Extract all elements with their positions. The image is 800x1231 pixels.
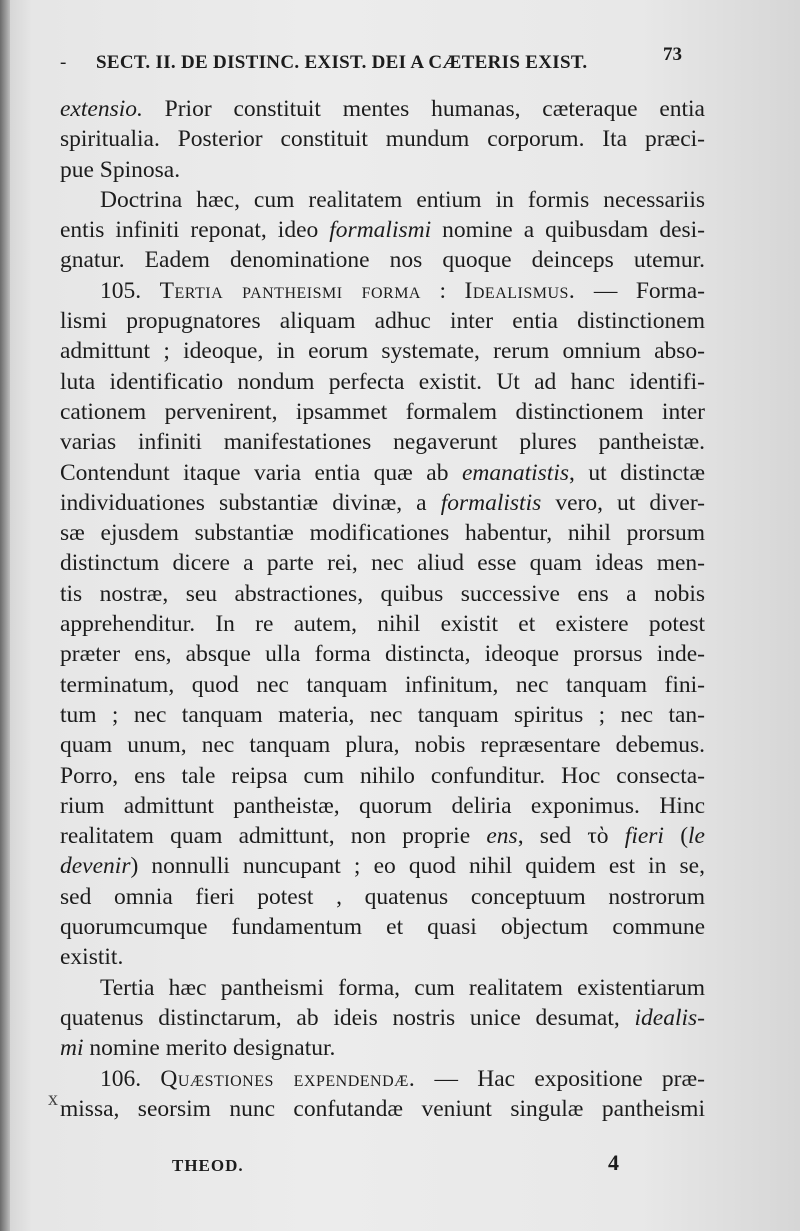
small-caps-text: Tertia pantheismi forma [159,277,421,304]
text-segment: sed omnia fieri potest , quatenus conceptuum nostrorum [60,883,705,910]
text-segment: entis infiniti reponat, ideo [60,217,330,244]
text-line [60,609,705,639]
text-line [60,1064,705,1094]
text-segment: existit. [60,944,124,971]
text-segment: ( [663,823,689,850]
text-segment: sæ ejusdem substantiæ modificationes habentur, nihil prorsum [60,520,705,547]
text-line [60,942,705,972]
text-line [60,245,705,275]
page-footer [0,1150,800,1190]
text-line [60,215,705,245]
italic-text: extensio. [60,96,143,122]
text-line [60,761,705,791]
text-segment: distinctum dicere a parte rei, nec aliud esse quam ideas men- [60,550,705,577]
text-line [60,821,705,851]
running-head: SECT. II. DE DISTINC. EXIST. DEI A CÆTERIS EXIST. [96,52,588,73]
text-segment: vero, ut diver- [541,489,705,516]
text-segment: quam unum, nec tanquam plura, nobis repræsentare debemus. [60,732,705,759]
text-segment: terminatum, quod nec tanquam infinitum, nec tanquam fini- [60,671,705,698]
text-segment: Tertia hæc pantheismi forma, cum realitatem existentiarum [100,974,705,1001]
italic-text: devenir [60,853,131,880]
text-segment: Contendunt itaque varia entia quæ ab [60,459,462,486]
text-line [60,488,705,518]
text-line [60,518,705,548]
italic-text: ens [486,823,518,850]
text-segment: cationem pervenirent, ipsammet formalem distinctionem inter [60,398,705,425]
text-segment: realitatem quam admittunt, non proprie [60,823,487,850]
italic-text: mi [60,1035,84,1062]
italic-text: formalistis [440,489,542,516]
text-line [60,730,705,760]
text-line [60,458,705,488]
text-segment: pue Spinosa. [60,156,181,183]
text-segment: admittunt ; ideoque, in eorum systemate, rerum omnium abso- [60,338,705,365]
signature-mark: THEOD. [172,1156,244,1175]
text-segment: ) nonnulli nuncupant ; eo quod nihil quidem est in se, [130,853,705,880]
header-dash: - [60,52,67,73]
text-segment: quatenus distinctarum, ab ideis nostris unice desumat, [60,1004,635,1031]
text-segment: 105. [100,277,160,304]
text-segment: : [420,277,465,304]
text-segment: missa, seorsim nunc confutandæ veniunt singulæ pantheismi [60,1095,705,1122]
text-line [60,912,705,942]
text-line [60,639,705,669]
margin-mark: x [48,1088,58,1110]
text-line [60,1033,705,1063]
small-caps-text: Idealismus. [464,277,576,304]
text-segment: nomine merito designatur. [83,1035,336,1062]
text-segment: apprehenditur. In re autem, nihil existit et existere potest [60,611,705,638]
page-header [60,40,700,84]
text-segment: individuationes substantiæ divinæ, a [60,489,441,516]
text-line [60,124,705,154]
text-segment: varias infiniti manifestationes negaverunt plures pantheistæ. [60,429,705,456]
small-caps-text: Quæstiones expendendæ. [160,1065,416,1092]
italic-text: le [688,823,705,850]
italic-text: formalismi [329,217,432,244]
text-line [60,670,705,700]
italic-text: fieri [624,823,664,850]
text-line [60,548,705,578]
text-line [60,155,705,185]
text-segment: spiritualia. Posterior constituit mundum corporum. Ita præci- [60,126,705,153]
text-segment: quorumcumque fundamentum et quasi objectum commune [60,914,705,941]
text-line [60,579,705,609]
text-line [60,1003,705,1033]
text-segment: rium admittunt pantheistæ, quorum deliria exponimus. Hinc [60,792,705,819]
italic-text: emanatistis [461,459,570,486]
page-number: 73 [663,44,682,65]
text-line [60,397,705,427]
text-segment: Porro, ens tale reipsa cum nihilo confunditur. Hoc consecta- [60,762,705,789]
gathering-number: 4 [608,1150,619,1175]
italic-text: idealis- [634,1004,705,1031]
text-segment: , ut distinctæ [569,459,705,486]
text-line [60,882,705,912]
text-line [60,185,705,215]
text-segment: nomine a quibusdam desi- [431,217,705,244]
text-segment: luta identificatio nondum perfecta existit. Ut ad hanc identifi- [60,368,705,395]
text-line [60,276,705,306]
text-segment: Prior constituit mentes humanas, cæteraque entia [142,96,705,122]
text-line [60,973,705,1003]
text-line [60,791,705,821]
text-segment: — Forma- [575,277,706,304]
book-spine-shadow [0,0,10,1231]
text-segment: gnatur. Eadem denominatione nos quoque deinceps utemur. [60,247,705,274]
text-line [60,851,705,881]
text-segment: lismi propugnatores aliquam adhuc inter entia distinctionem [60,308,705,335]
text-line [60,336,705,366]
text-segment: 106. [100,1065,161,1092]
text-segment: tis nostræ, seu abstractiones, quibus successive ens a nobis [60,580,705,607]
text-segment: — Hac expositione præ- [415,1065,705,1092]
text-line [60,700,705,730]
text-line [60,367,705,397]
text-line [60,1094,705,1124]
text-line [60,94,705,124]
text-segment: tum ; nec tanquam materia, nec tanquam spiritus ; nec tan- [60,701,705,728]
text-segment: præter ens, absque ulla forma distincta, ideoque prorsus inde- [60,641,705,668]
body-text [60,94,705,1124]
text-segment: , sed τὸ [517,823,625,850]
text-line [60,427,705,457]
text-line [60,306,705,336]
text-segment: Doctrina hæc, cum realitatem entium in formis necessariis [100,186,705,213]
